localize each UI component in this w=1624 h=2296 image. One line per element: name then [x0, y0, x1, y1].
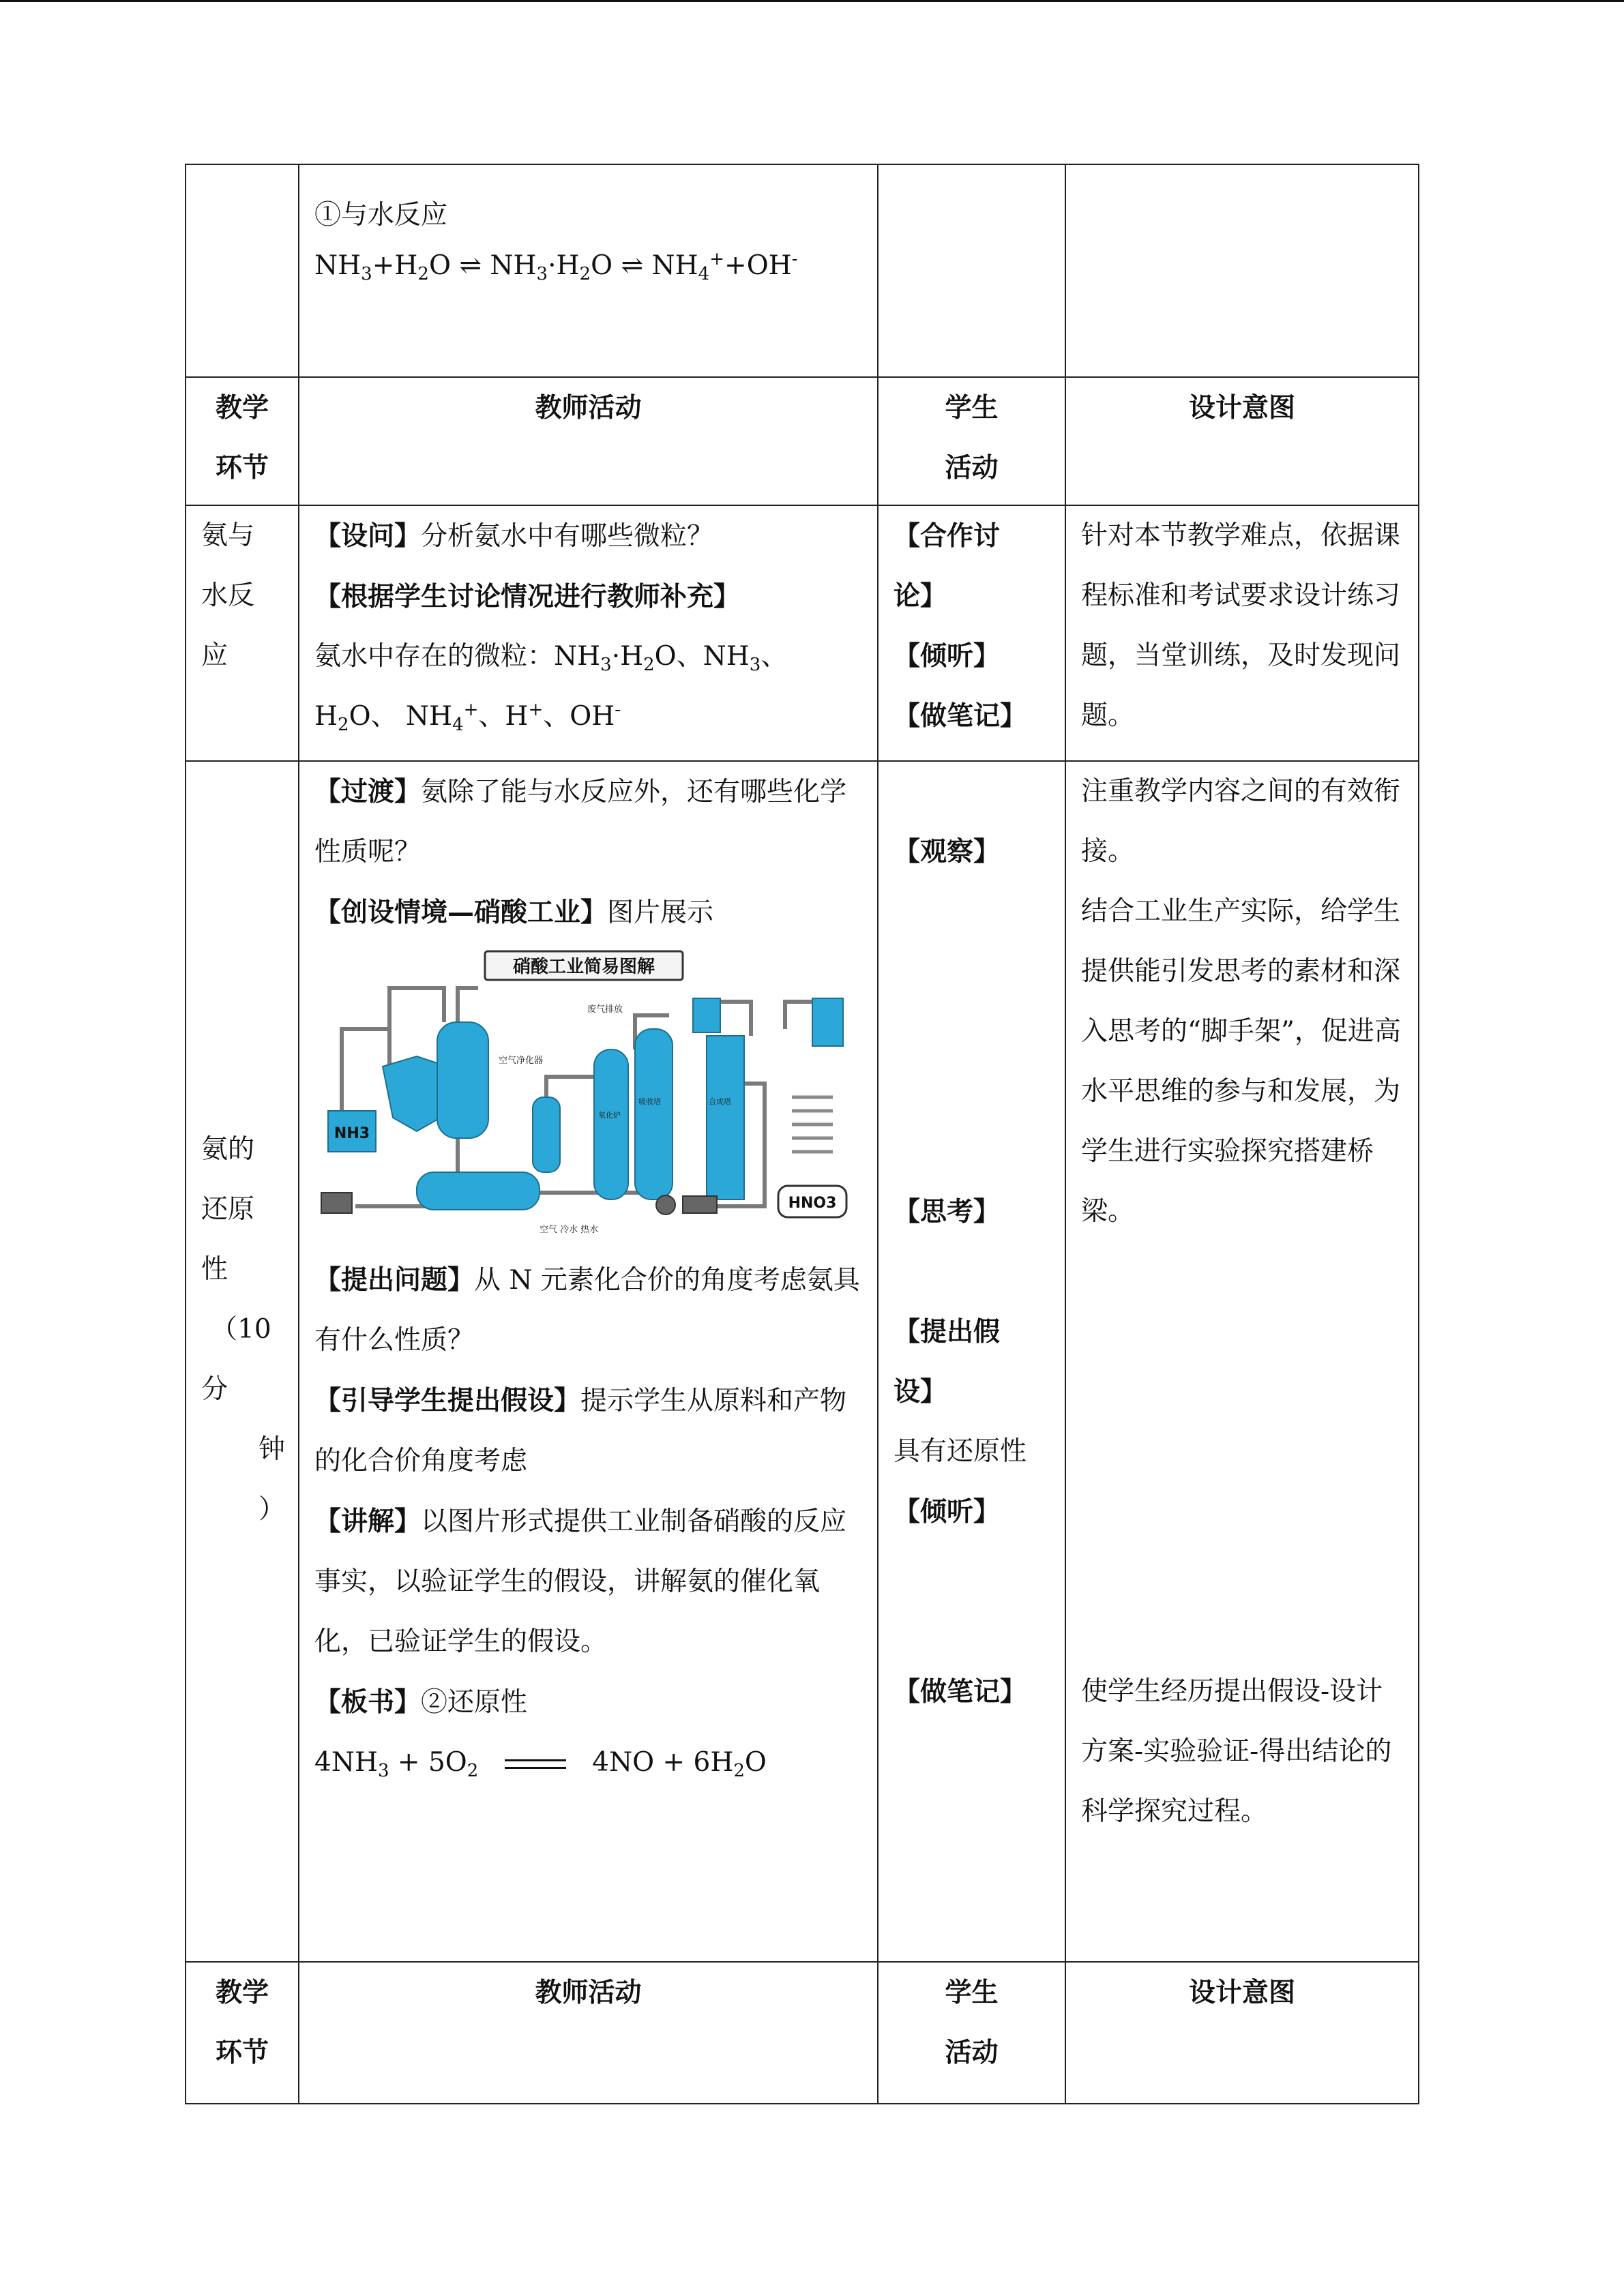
cell-student-water: 【合作讨 论】 【倾听】 【做笔记】	[878, 505, 1065, 761]
header-row	[186, 377, 1419, 505]
equals-double-bar	[505, 1759, 566, 1769]
row-ammonia-water	[186, 505, 1419, 761]
nh3-label: NH3	[334, 1125, 370, 1142]
cell-design-reduce: 注重教学内容之间的有效衔接。 结合工业生产实际，给学生提供能引发思考的素材和深入思考的“脚手架”，促进高水平思维的参与和发展，为学生进行实验探究搭建桥梁。 使学生经历提出假设-设计方案-实验验证-得出结论的科学探究过程。	[1065, 761, 1419, 1962]
header-stage-2: 教学 环节	[186, 1962, 299, 2104]
equation-ammonia-water: $NH_3+H_2O$ ⇌ $NH_3\cdot H_2O$ ⇌ $NH_4^++OH^-$	[314, 249, 798, 284]
header-row-repeat	[186, 1962, 1419, 2104]
hno3-label: HNO3	[788, 1195, 837, 1212]
header-stage: 教学 环节	[186, 377, 299, 505]
cell-teacher-reduce: 【过渡】氨除了能与水反应外，还有哪些化学性质呢？ 【创设情境—硝酸工业】图片展示 硝酸工业简易图解 NH3 HNO3 空气净化器 废气排放 空气 冷水 热水 氧化炉 吸收塔 合成塔 【提出问题】从 N 元素化合价的角度考虑氨具有什么性质？ 【引导学生提出假设】提示学生从原料和产物的化合价角度考虑 【讲解】以图片形式提供工业制备硝酸的反应事实，以验证学生的假设，讲解氨的催化氧化，已验证学生的假设。 【板书】②还原性 $4NH_3 + 5O_2$ $4NO + 6H_2O$	[299, 761, 878, 1962]
cell-stage-reduce: 氨的 还原 性 （10 分 钟 ）	[186, 761, 299, 1962]
cell-stage-water: 氨与 水反 应	[186, 505, 299, 761]
cell-teacher-top	[299, 164, 878, 377]
cell-design-top	[1065, 164, 1419, 377]
row-water-reaction-eq	[186, 164, 1419, 377]
cell-teacher-water: 【设问】分析氨水中有哪些微粒？ 【根据学生讨论情况进行教师补充】 氨水中存在的微粒：$NH_3\cdot H_2O$、$NH_3$、 $H_2O$、 $NH_4^+$、H+、OH-	[299, 505, 878, 761]
tank-top-right	[812, 998, 843, 1046]
label-exhaust: 废气排放	[587, 1004, 623, 1015]
absorber	[635, 1029, 673, 1199]
cell-student-top	[878, 164, 1065, 377]
label-absorber: 吸收塔	[638, 1097, 661, 1106]
top-rule	[0, 0, 1624, 2]
equation-ammonia-oxidation: $4NH_3 + 5O_2$ $4NO + 6H_2O$	[314, 1747, 767, 1781]
label-purifier: 空气净化器	[499, 1056, 544, 1066]
nitric-acid-industry-diagram	[314, 947, 860, 1240]
header-student: 学生 活动	[878, 377, 1065, 505]
label-synthesis: 合成塔	[709, 1097, 731, 1106]
tank-top	[693, 998, 720, 1032]
oxidizer	[594, 1049, 628, 1199]
header-design-2: 设计意图	[1065, 1962, 1419, 2104]
tower-right	[707, 1036, 744, 1199]
label-oxidizer: 氧化炉	[598, 1111, 621, 1120]
header-teacher-2: 教师活动	[299, 1962, 878, 2104]
header-design: 设计意图	[1065, 377, 1419, 505]
lesson-plan-table	[185, 164, 1419, 2104]
header-teacher: 教师活动	[299, 377, 878, 505]
heat-exchanger	[417, 1172, 540, 1210]
subheading-water-reaction: ①与水反应	[314, 200, 448, 230]
cell-design-water: 针对本节教学难点，依据课程标准和考试要求设计练习题，当堂训练，及时发现问题。	[1065, 505, 1419, 761]
row-reducing-property	[186, 761, 1419, 1962]
cell-stage-empty	[186, 164, 299, 377]
cell-student-reduce: 【观察】 【思考】 【提出假 设】 具有还原性 【倾听】 【做笔记】	[878, 761, 1065, 1962]
oxidation-furnace	[437, 1022, 488, 1138]
header-student-2: 学生 活动	[878, 1962, 1065, 2104]
label-utilities: 空气 冷水 热水	[540, 1225, 599, 1235]
diagram-title: 硝酸工业简易图解	[512, 957, 655, 977]
small-column	[533, 1097, 560, 1172]
